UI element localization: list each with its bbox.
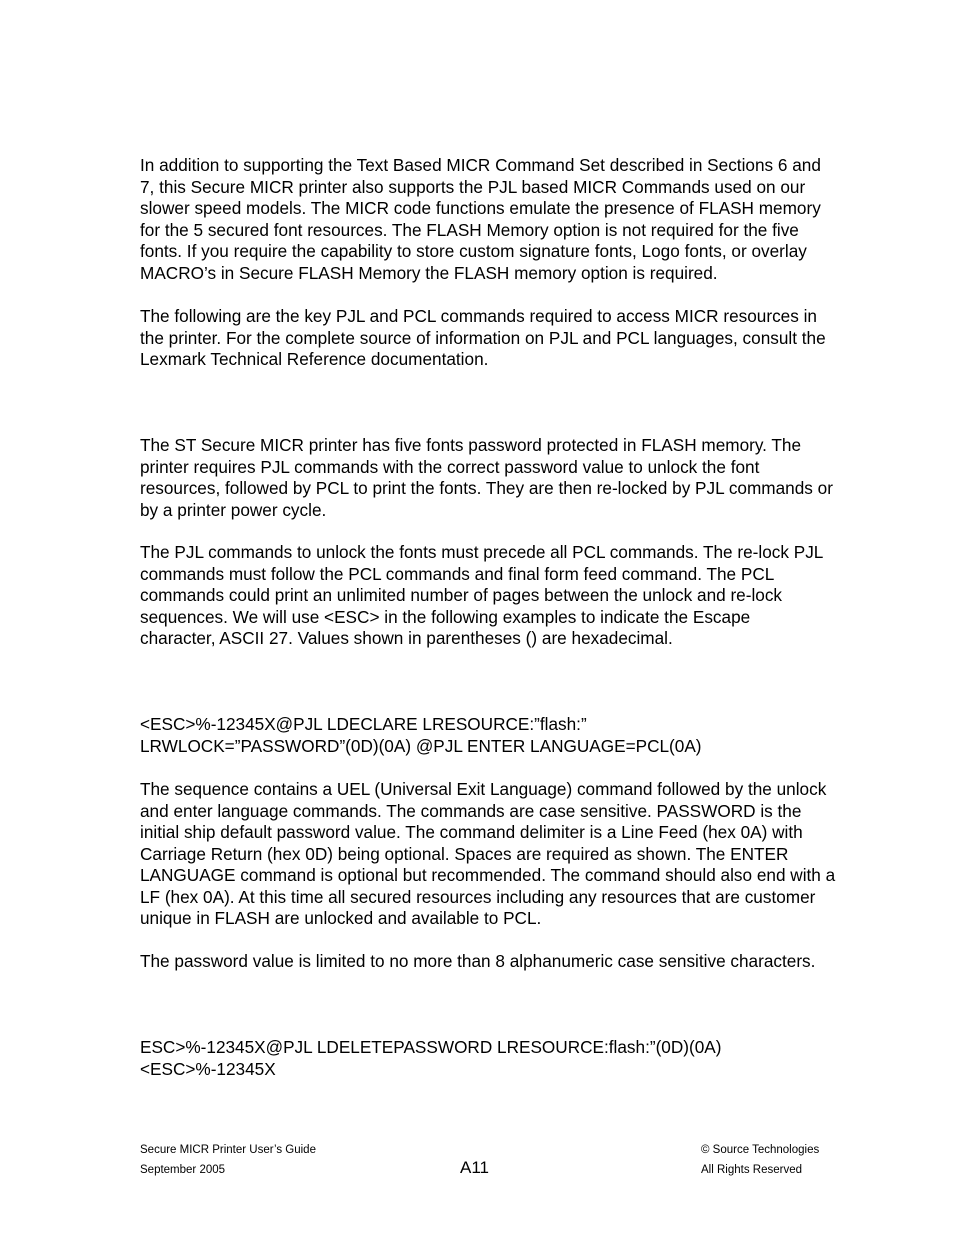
footer-guide-title: Secure MICR Printer User’s Guide [140,1144,316,1156]
sequence-description-paragraph: The sequence contains a UEL (Universal Exit Language) command followed by the unlock and enter language commands. The commands are case sensitive. PASSWORD is the initial ship default password value. The command delimiter is a Line Feed (hex 0A) with Carriage Return (hex 0D) being optional. Spaces are required as shown. The ENTER LANGUAGE command is optional but recommended. The command should also end with a LF (hex 0A). At this time all secured resources including any resources that are customer unique in FLASH are unlocked and available to PCL. [140,779,836,928]
unlock-command-example: <ESC>%-12345X@PJL LDECLARE LRESOURCE:”flash:” LRWLOCK=”PASSWORD”(0D)(0A) @PJL ENTER LANGUAGE=PCL(0A) [140,714,702,756]
unlock-order-paragraph: The PJL commands to unlock the fonts must precede all PCL commands. The re-lock PJL commands must follow the PCL commands and final form feed command. The PCL commands could print an unlimited number of pages between the unlock and re-lock sequences. We will use <ESC> in the following examples to indicate the Escape character, ASCII 27. Values shown in parentheses () are hexadecimal. [140,542,824,648]
relock-command-example: ESC>%-12345X@PJL LDELETEPASSWORD LRESOURCE:flash:”(0D)(0A) <ESC>%-12345X [140,1037,722,1079]
footer-copyright: © Source Technologies [701,1144,820,1156]
password-limit-paragraph: The password value is limited to no more than 8 alphanumeric case sensitive characters. [140,951,816,971]
key-commands-paragraph: The following are the key PJL and PCL commands required to access MICR resources in the printer. For the complete source of information on PJL and PCL languages, consult the Lexmark Technical Reference documentation. [140,306,826,369]
page-number: A11 [460,1158,489,1177]
password-fonts-paragraph: The ST Secure MICR printer has five fonts password protected in FLASH memory. The printer requires PJL commands with the correct password value to unlock the font resources, followed by PCL to print the fonts. They are then re-locked by PJL commands or by a printer power cycle. [140,435,833,520]
footer-rights: All Rights Reserved [701,1164,802,1176]
intro-paragraph: In addition to supporting the Text Based MICR Command Set described in Sections 6 and 7, this Secure MICR printer also supports the PJL based MICR Commands used on our slower speed models. The MICR code functions emulate the presence of FLASH memory for the 5 secured font resources. The FLASH Memory option is not required for the five fonts. If you require the capability to store custom signature fonts, Logo fonts, or overlay MACRO’s in Secure FLASH Memory the FLASH memory option is required. [140,155,821,283]
footer-date: September 2005 [140,1164,226,1176]
